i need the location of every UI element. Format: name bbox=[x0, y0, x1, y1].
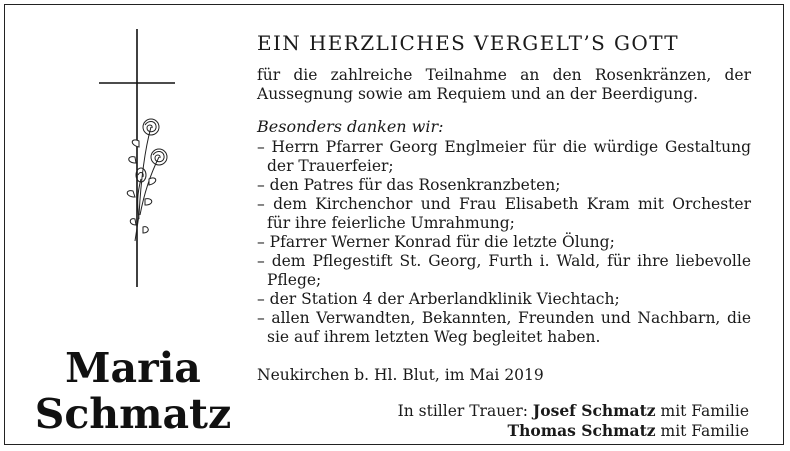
obituary-card bbox=[4, 4, 784, 445]
page-title: EIN HERZLICHES VERGELT’S GOTT bbox=[257, 31, 680, 55]
cross-with-roses-icon bbox=[99, 29, 175, 289]
mourner-row bbox=[319, 401, 749, 421]
mourners bbox=[319, 401, 749, 441]
thanks-label: Besonders danken wir: bbox=[257, 117, 444, 136]
list-item: – dem Pflegestift St. Georg, Furth i. Wald, für ihre liebevolle Pflege; bbox=[257, 252, 751, 289]
list-item: – dem Kirchenchor und Frau Elisabeth Kram mit Orchester für ihre feierliche Umrahmung; bbox=[257, 195, 751, 232]
mourner-name: Thomas Schmatz bbox=[507, 421, 656, 440]
mourner-name: Josef Schmatz bbox=[532, 401, 656, 420]
deceased-first-name: Maria bbox=[65, 344, 201, 392]
right-column bbox=[257, 5, 757, 446]
place-date: Neukirchen b. Hl. Blut, im Mai 2019 bbox=[257, 366, 544, 384]
intro-paragraph: für die zahlreiche Teilnahme an den Rosenkränzen, der Aussegnung sowie am Requiem und an der Beerdigung. bbox=[257, 66, 751, 103]
mourner-suffix: mit Familie bbox=[660, 422, 749, 440]
list-item: – der Station 4 der Arberlandklinik Viechtach; bbox=[257, 290, 620, 308]
list-item: – allen Verwandten, Bekannten, Freunden und Nachbarn, die sie auf ihrem letzten Weg begleitet haben. bbox=[257, 309, 751, 346]
left-column bbox=[5, 5, 260, 446]
mourner-suffix: mit Familie bbox=[660, 402, 749, 420]
list-item: – Herrn Pfarrer Georg Englmeier für die würdige Gestaltung der Trauerfeier; bbox=[257, 138, 751, 175]
thanks-list bbox=[257, 138, 751, 347]
list-item: – den Patres für das Rosenkranzbeten; bbox=[257, 176, 561, 194]
mourner-row bbox=[319, 421, 749, 441]
list-item: – Pfarrer Werner Konrad für die letzte Ölung; bbox=[257, 233, 615, 251]
cross-icon bbox=[99, 29, 175, 289]
deceased-last-name: Schmatz bbox=[34, 390, 232, 438]
mourners-prefix: In stiller Trauer: bbox=[397, 402, 528, 420]
